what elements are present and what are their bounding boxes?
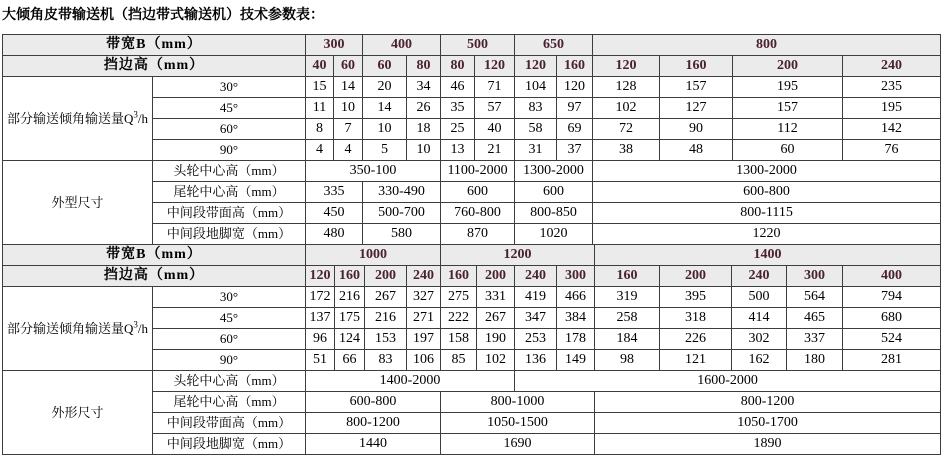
capacity-group-label bbox=[3, 77, 153, 161]
bandwidth-header-label: 带宽B（mm） bbox=[3, 35, 306, 56]
bandwidth-header-row bbox=[3, 35, 941, 56]
capacity-value-cell: 466 bbox=[557, 287, 595, 308]
page-title: 大倾角皮带输送机（挡边带式输送机）技术参数表： bbox=[2, 7, 324, 23]
dimension-value-cell: 800-1200 bbox=[306, 413, 441, 434]
capacity-value-cell: 112 bbox=[733, 119, 843, 140]
angle-label-cell: 90° bbox=[153, 350, 306, 371]
capacity-value-cell: 197 bbox=[407, 329, 441, 350]
capacity-value-cell: 10 bbox=[363, 119, 407, 140]
capacity-value-cell: 72 bbox=[593, 119, 660, 140]
capacity-group-label-text: 部分输送倾角输送量Q bbox=[6, 320, 134, 336]
dimension-value-cell: 800-1000 bbox=[441, 392, 595, 413]
edge-height-value-cell: 240 bbox=[515, 266, 557, 287]
capacity-value-cell: 127 bbox=[660, 98, 733, 119]
dimension-value-cell: 480 bbox=[306, 224, 363, 245]
dimension-label-cell: 尾轮中心高（mm） bbox=[153, 392, 306, 413]
edge-height-value-cell: 240 bbox=[843, 56, 941, 77]
dimension-value-cell: 500-700 bbox=[363, 203, 441, 224]
edge-height-value-cell: 200 bbox=[733, 56, 843, 77]
bandwidth-value-cell: 400 bbox=[363, 35, 441, 56]
dimension-value-cell: 1050-1500 bbox=[441, 413, 595, 434]
capacity-value-cell: 90 bbox=[660, 119, 733, 140]
capacity-value-cell: 106 bbox=[407, 350, 441, 371]
dimension-label-cell: 中间段地脚宽（mm） bbox=[153, 224, 306, 245]
capacity-value-cell: 5 bbox=[363, 140, 407, 161]
angle-label-cell: 60° bbox=[153, 329, 306, 350]
capacity-value-cell: 419 bbox=[515, 287, 557, 308]
capacity-value-cell: 58 bbox=[515, 119, 557, 140]
capacity-value-cell: 564 bbox=[787, 287, 843, 308]
dimension-value-cell: 1020 bbox=[515, 224, 593, 245]
dimension-label-cell: 头轮中心高（mm） bbox=[153, 371, 306, 392]
capacity-value-cell: 327 bbox=[407, 287, 441, 308]
dimension-value-cell: 1300-2000 bbox=[593, 161, 941, 182]
capacity-value-cell: 794 bbox=[843, 287, 941, 308]
capacity-group-label-sup: 3 bbox=[133, 319, 138, 330]
capacity-value-cell: 319 bbox=[595, 287, 660, 308]
dimension-value-cell: 800-1200 bbox=[595, 392, 941, 413]
edge-height-value-cell: 200 bbox=[477, 266, 515, 287]
capacity-value-cell: 253 bbox=[515, 329, 557, 350]
dimension-value-cell: 1100-2000 bbox=[441, 161, 515, 182]
edge-height-value-cell: 300 bbox=[787, 266, 843, 287]
capacity-value-cell: 172 bbox=[306, 287, 335, 308]
capacity-value-cell: 48 bbox=[660, 140, 733, 161]
bandwidth-value-cell: 1200 bbox=[441, 245, 595, 266]
capacity-value-cell: 97 bbox=[557, 98, 593, 119]
edge-height-value-cell: 160 bbox=[660, 56, 733, 77]
capacity-value-cell: 104 bbox=[515, 77, 557, 98]
edge-height-value-cell: 80 bbox=[407, 56, 441, 77]
dimension-value-cell: 350-100 bbox=[306, 161, 441, 182]
dimension-group-label: 外型尺寸 bbox=[3, 161, 153, 245]
dimension-value-cell: 600-800 bbox=[306, 392, 441, 413]
capacity-value-cell: 153 bbox=[365, 329, 407, 350]
edge-height-value-cell: 300 bbox=[557, 266, 595, 287]
capacity-value-cell: 157 bbox=[660, 77, 733, 98]
edge-height-value-cell: 60 bbox=[334, 56, 363, 77]
capacity-group-label-text: 部分输送倾角输送量Q bbox=[6, 110, 134, 126]
dimension-value-cell: 1220 bbox=[593, 224, 941, 245]
capacity-value-cell: 102 bbox=[593, 98, 660, 119]
capacity-value-cell: 136 bbox=[515, 350, 557, 371]
capacity-value-cell: 66 bbox=[335, 350, 365, 371]
capacity-value-cell: 10 bbox=[334, 98, 363, 119]
capacity-value-cell: 15 bbox=[306, 77, 334, 98]
capacity-value-cell: 275 bbox=[441, 287, 477, 308]
capacity-value-cell: 222 bbox=[441, 308, 477, 329]
capacity-value-cell: 10 bbox=[407, 140, 441, 161]
spec-table-upper bbox=[2, 34, 941, 245]
capacity-value-cell: 500 bbox=[732, 287, 787, 308]
capacity-value-cell: 149 bbox=[557, 350, 595, 371]
capacity-value-cell: 35 bbox=[441, 98, 475, 119]
capacity-value-cell: 96 bbox=[306, 329, 335, 350]
angle-label-cell: 45° bbox=[153, 308, 306, 329]
capacity-value-cell: 121 bbox=[660, 350, 732, 371]
capacity-group-label bbox=[3, 287, 153, 371]
bandwidth-header-label: 带宽B（mm） bbox=[3, 245, 306, 266]
dimension-value-cell: 1440 bbox=[306, 434, 441, 455]
dimension-value-cell: 600 bbox=[515, 182, 593, 203]
capacity-value-cell: 465 bbox=[787, 308, 843, 329]
dimension-value-cell: 1400-2000 bbox=[306, 371, 515, 392]
dimension-value-cell: 450 bbox=[306, 203, 363, 224]
capacity-value-cell: 395 bbox=[660, 287, 732, 308]
dimension-row bbox=[3, 371, 941, 392]
capacity-value-cell: 258 bbox=[595, 308, 660, 329]
angle-label-cell: 45° bbox=[153, 98, 306, 119]
capacity-row bbox=[3, 77, 941, 98]
capacity-value-cell: 195 bbox=[733, 77, 843, 98]
capacity-value-cell: 40 bbox=[475, 119, 515, 140]
capacity-value-cell: 337 bbox=[787, 329, 843, 350]
capacity-value-cell: 18 bbox=[407, 119, 441, 140]
dimension-value-cell: 600 bbox=[441, 182, 515, 203]
capacity-value-cell: 331 bbox=[477, 287, 515, 308]
capacity-group-label-suffix: /h bbox=[137, 320, 148, 336]
capacity-value-cell: 21 bbox=[475, 140, 515, 161]
capacity-value-cell: 14 bbox=[334, 77, 363, 98]
dimension-value-cell: 760-800 bbox=[441, 203, 515, 224]
edge-height-value-cell: 60 bbox=[363, 56, 407, 77]
dimension-value-cell: 580 bbox=[363, 224, 441, 245]
angle-label-cell: 60° bbox=[153, 119, 306, 140]
capacity-value-cell: 175 bbox=[335, 308, 365, 329]
angle-label-cell: 30° bbox=[153, 77, 306, 98]
capacity-value-cell: 162 bbox=[732, 350, 787, 371]
edge-height-value-cell: 40 bbox=[306, 56, 334, 77]
dimension-label-cell: 尾轮中心高（mm） bbox=[153, 182, 306, 203]
dimension-value-cell: 1050-1700 bbox=[595, 413, 941, 434]
capacity-value-cell: 69 bbox=[557, 119, 593, 140]
capacity-value-cell: 158 bbox=[441, 329, 477, 350]
edge-height-value-cell: 160 bbox=[441, 266, 477, 287]
capacity-value-cell: 216 bbox=[335, 287, 365, 308]
dimension-value-cell: 1890 bbox=[595, 434, 941, 455]
capacity-value-cell: 60 bbox=[733, 140, 843, 161]
capacity-value-cell: 267 bbox=[477, 308, 515, 329]
bandwidth-value-cell: 500 bbox=[441, 35, 515, 56]
dimension-label-cell: 中间段带面高（mm） bbox=[153, 413, 306, 434]
capacity-value-cell: 25 bbox=[441, 119, 475, 140]
dimension-value-cell: 800-1115 bbox=[593, 203, 941, 224]
capacity-value-cell: 226 bbox=[660, 329, 732, 350]
capacity-value-cell: 267 bbox=[365, 287, 407, 308]
edge-height-header-row bbox=[3, 56, 941, 77]
capacity-value-cell: 83 bbox=[365, 350, 407, 371]
edge-height-value-cell: 160 bbox=[557, 56, 593, 77]
edge-height-value-cell: 240 bbox=[732, 266, 787, 287]
dimension-label-cell: 中间段地脚宽（mm） bbox=[153, 434, 306, 455]
capacity-value-cell: 71 bbox=[475, 77, 515, 98]
capacity-value-cell: 384 bbox=[557, 308, 595, 329]
edge-height-header-label: 挡边高（mm） bbox=[3, 56, 306, 77]
capacity-row bbox=[3, 287, 941, 308]
edge-height-value-cell: 160 bbox=[335, 266, 365, 287]
capacity-value-cell: 180 bbox=[787, 350, 843, 371]
capacity-value-cell: 4 bbox=[306, 140, 334, 161]
capacity-value-cell: 38 bbox=[593, 140, 660, 161]
dimension-group-label: 外形尺寸 bbox=[3, 371, 153, 455]
capacity-value-cell: 281 bbox=[843, 350, 941, 371]
edge-height-value-cell: 240 bbox=[407, 266, 441, 287]
capacity-value-cell: 157 bbox=[733, 98, 843, 119]
capacity-value-cell: 137 bbox=[306, 308, 335, 329]
bandwidth-value-cell: 1400 bbox=[595, 245, 941, 266]
dimension-value-cell: 1300-2000 bbox=[515, 161, 593, 182]
capacity-value-cell: 128 bbox=[593, 77, 660, 98]
capacity-value-cell: 302 bbox=[732, 329, 787, 350]
dimension-label-cell: 头轮中心高（mm） bbox=[153, 161, 306, 182]
capacity-value-cell: 26 bbox=[407, 98, 441, 119]
capacity-value-cell: 195 bbox=[843, 98, 941, 119]
edge-height-header-row bbox=[3, 266, 941, 287]
capacity-value-cell: 4 bbox=[334, 140, 363, 161]
capacity-value-cell: 414 bbox=[732, 308, 787, 329]
capacity-value-cell: 14 bbox=[363, 98, 407, 119]
dimension-value-cell: 1690 bbox=[441, 434, 595, 455]
capacity-value-cell: 85 bbox=[441, 350, 477, 371]
bandwidth-value-cell: 650 bbox=[515, 35, 593, 56]
dimension-value-cell: 600-800 bbox=[593, 182, 941, 203]
edge-height-value-cell: 120 bbox=[475, 56, 515, 77]
spec-table-lower bbox=[2, 244, 941, 455]
dimension-value-cell: 1600-2000 bbox=[515, 371, 941, 392]
capacity-value-cell: 46 bbox=[441, 77, 475, 98]
capacity-value-cell: 142 bbox=[843, 119, 941, 140]
edge-height-value-cell: 200 bbox=[660, 266, 732, 287]
capacity-value-cell: 216 bbox=[365, 308, 407, 329]
capacity-value-cell: 83 bbox=[515, 98, 557, 119]
capacity-value-cell: 11 bbox=[306, 98, 334, 119]
capacity-value-cell: 347 bbox=[515, 308, 557, 329]
dimension-value-cell: 870 bbox=[441, 224, 515, 245]
capacity-value-cell: 13 bbox=[441, 140, 475, 161]
edge-height-value-cell: 200 bbox=[365, 266, 407, 287]
dimension-value-cell: 330-490 bbox=[363, 182, 441, 203]
edge-height-header-label: 挡边高（mm） bbox=[3, 266, 306, 287]
capacity-value-cell: 680 bbox=[843, 308, 941, 329]
capacity-value-cell: 98 bbox=[595, 350, 660, 371]
capacity-value-cell: 178 bbox=[557, 329, 595, 350]
dimension-value-cell: 800-850 bbox=[515, 203, 593, 224]
capacity-value-cell: 102 bbox=[477, 350, 515, 371]
capacity-value-cell: 37 bbox=[557, 140, 593, 161]
edge-height-value-cell: 80 bbox=[441, 56, 475, 77]
edge-height-value-cell: 160 bbox=[595, 266, 660, 287]
capacity-value-cell: 184 bbox=[595, 329, 660, 350]
edge-height-value-cell: 120 bbox=[593, 56, 660, 77]
capacity-value-cell: 190 bbox=[477, 329, 515, 350]
bandwidth-header-row bbox=[3, 245, 941, 266]
edge-height-value-cell: 120 bbox=[515, 56, 557, 77]
capacity-value-cell: 34 bbox=[407, 77, 441, 98]
angle-label-cell: 90° bbox=[153, 140, 306, 161]
capacity-value-cell: 318 bbox=[660, 308, 732, 329]
capacity-value-cell: 235 bbox=[843, 77, 941, 98]
bandwidth-value-cell: 1000 bbox=[306, 245, 441, 266]
capacity-value-cell: 524 bbox=[843, 329, 941, 350]
capacity-value-cell: 76 bbox=[843, 140, 941, 161]
edge-height-value-cell: 400 bbox=[843, 266, 941, 287]
capacity-value-cell: 57 bbox=[475, 98, 515, 119]
capacity-group-label-sup: 3 bbox=[133, 109, 138, 120]
capacity-value-cell: 51 bbox=[306, 350, 335, 371]
capacity-value-cell: 20 bbox=[363, 77, 407, 98]
capacity-value-cell: 120 bbox=[557, 77, 593, 98]
capacity-value-cell: 124 bbox=[335, 329, 365, 350]
capacity-value-cell: 7 bbox=[334, 119, 363, 140]
edge-height-value-cell: 120 bbox=[306, 266, 335, 287]
capacity-value-cell: 31 bbox=[515, 140, 557, 161]
angle-label-cell: 30° bbox=[153, 287, 306, 308]
dimension-label-cell: 中间段带面高（mm） bbox=[153, 203, 306, 224]
capacity-value-cell: 8 bbox=[306, 119, 334, 140]
dimension-value-cell: 335 bbox=[306, 182, 363, 203]
bandwidth-value-cell: 800 bbox=[593, 35, 941, 56]
capacity-group-label-suffix: /h bbox=[137, 110, 148, 126]
capacity-value-cell: 271 bbox=[407, 308, 441, 329]
dimension-row bbox=[3, 161, 941, 182]
bandwidth-value-cell: 300 bbox=[306, 35, 363, 56]
